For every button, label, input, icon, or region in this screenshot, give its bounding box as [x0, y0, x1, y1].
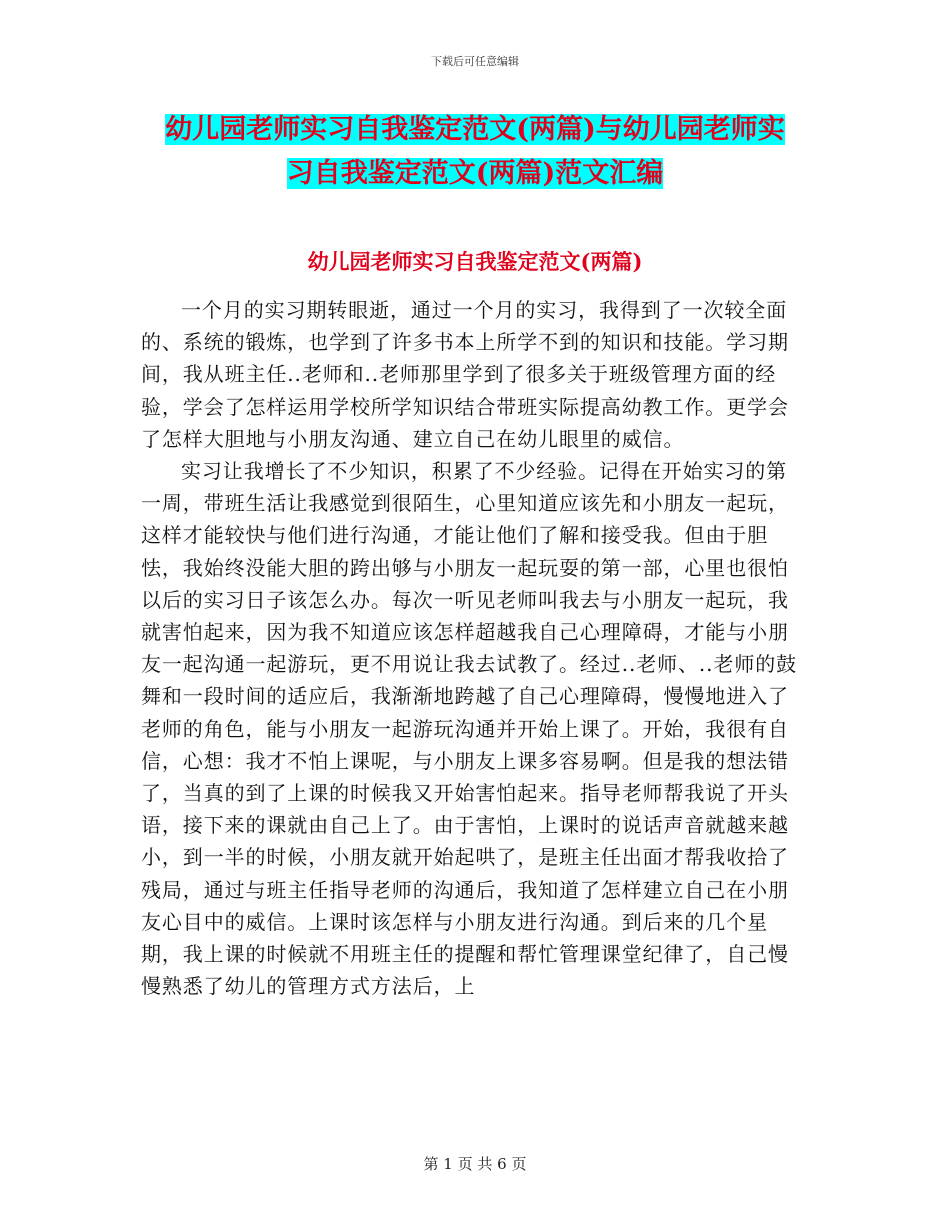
main-title-line-2: 习自我鉴定范文(两篇)范文汇编: [286, 158, 664, 189]
paragraph-2: 实习让我增长了不少知识，积累了不少经验。记得在开始实习的第一周，带班生活让我感觉到很陌生，心里知道应该先和小朋友一起玩，这样才能较快与他们进行沟通，才能让他们了解和接受我。但由于胆怯，我始终没能大胆的跨出够与小朋友一起玩耍的第一部，心里也很怕以后的实习日子该怎么办。每次一听见老师叫我去与小朋友一起玩，我就害怕起来，因为我不知道应该怎样超越我自己心理障碍，才能与小朋友一起沟通一起游玩，更不用说让我去试教了。经过..老师、..老师的鼓舞和一段时间的适应后，我渐渐地跨越了自己心理障碍，慢慢地进入了老师的角色，能与小朋友一起游玩沟通并开始上课了。开始，我很有自信，心想：我才不怕上课呢，与小朋友上课多容易啊。但是我的想法错了，当真的到了上课的时候我又开始害怕起来。指导老师帮我说了开头语，接下来的课就由自己上了。由于害怕，上课时的说话声音就越来越小，到一半的时候，小朋友就开始起哄了，是班主任出面才帮我收拾了残局，通过与班主任指导老师的沟通后，我知道了怎样建立自己在小朋友心目中的威信。上课时该怎样与小朋友进行沟通。到后来的几个星期，我上课的时候就不用班主任的提醒和帮忙管理课堂纪律了，自己慢慢熟悉了幼儿的管理方式方法后，上: [141, 459, 798, 999]
main-title-line-1: 幼儿园老师实习自我鉴定范文(两篇)与幼儿园老师实: [165, 114, 785, 145]
paragraph-1: 一个月的实习期转眼逝，通过一个月的实习，我得到了一次较全面的、系统的锻炼，也学到了许多书本上所学不到的知识和技能。学习期间，我从班主任..老师和..老师那里学到了很多关于班级管理方面的经验，学会了怎样运用学校所学知识结合带班实际提高幼教工作。更学会了怎样大胆地与小朋友沟通、建立自己在幼儿眼里的威信。: [141, 298, 789, 451]
section-title: 幼儿园老师实习自我鉴定范文(两篇): [307, 249, 643, 274]
document-main-title: [140, 108, 810, 196]
document-body: [141, 294, 805, 1002]
page-footer: 第 1 页 共 6 页: [423, 1155, 527, 1173]
header-note: 下载后可任意编辑: [431, 55, 519, 68]
